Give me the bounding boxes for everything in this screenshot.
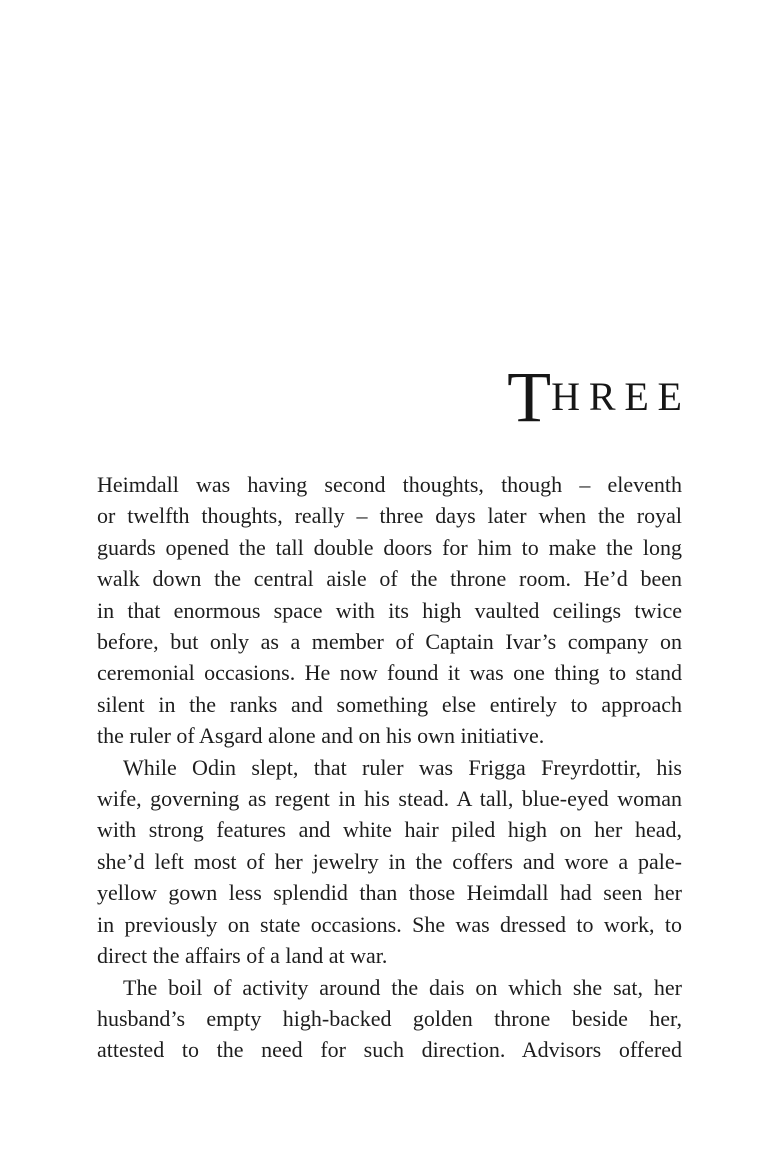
text-line: walk down the central aisle of the throne room. He’d been (97, 566, 682, 592)
text-line: in previously on state occasions. She was dressed to work, to (97, 911, 682, 937)
text-line: with strong features and white hair piled high on her head, (97, 817, 682, 843)
text-line: wife, governing as regent in his stead. A tall, blue-eyed woman (97, 786, 682, 812)
text-line: ceremonial occasions. He now found it was one thing to stand (97, 660, 682, 686)
chapter-title-rest: HREE (551, 374, 691, 419)
text-line: attested to the need for such direction. Advisors offered (97, 1037, 682, 1063)
text-line: husband’s empty high-backed golden throne beside her, (97, 1005, 682, 1031)
text-line: yellow gown less splendid than those Heimdall had seen her (97, 880, 682, 906)
page-text (97, 469, 682, 1066)
text-line: guards opened the tall double doors for him to make the long (97, 534, 682, 560)
text-line: she’d left most of her jewelry in the coffers and wore a pale- (97, 848, 682, 874)
text-line: before, but only as a member of Captain Ivar’s company on (97, 629, 682, 655)
text-line: direct the affairs of a land at war. (97, 943, 388, 969)
text-line: in that enormous space with its high vaulted ceilings twice (97, 597, 682, 623)
chapter-title-initial: T (507, 357, 552, 437)
text-line: Heimdall was having second thoughts, though – eleventh (97, 472, 682, 497)
text-line: While Odin slept, that ruler was Frigga Freyrdottir, his (123, 754, 682, 780)
text-line: The boil of activity around the dais on which she sat, her (123, 974, 682, 1000)
text-line: or twelfth thoughts, really – three days later when the royal (97, 503, 682, 529)
text-line: silent in the ranks and something else entirely to approach (97, 691, 682, 717)
text-line: the ruler of Asgard alone and on his own initiative. (97, 723, 545, 749)
chapter-heading (507, 357, 691, 437)
